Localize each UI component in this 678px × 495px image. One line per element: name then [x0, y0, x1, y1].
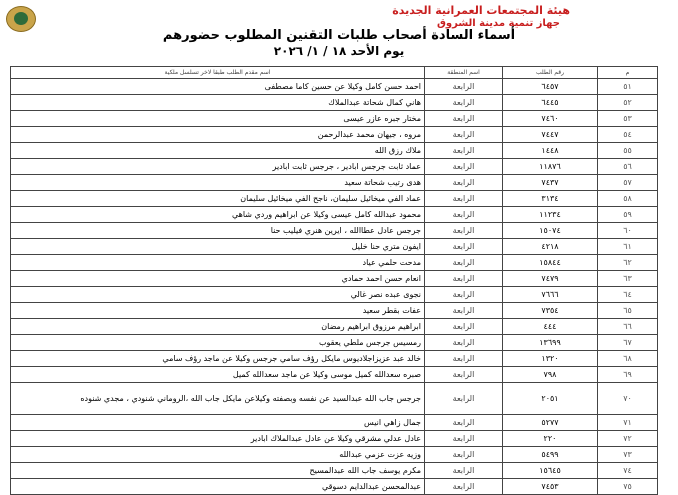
col-header-request-no: رقم الطلب: [503, 67, 598, 79]
table-body: [11, 79, 658, 495]
table-row: [11, 463, 658, 479]
request-number: ٧٤٧٩: [503, 271, 598, 287]
area-name: الرابعة: [425, 351, 503, 367]
table-row: [11, 415, 658, 431]
applicants-table: [10, 66, 658, 495]
applicant-name: رمسيس جرجس ملطي يعقوب: [11, 335, 425, 351]
applicant-name: عبدالمحسن عبدالدايم دسوقي: [11, 479, 425, 495]
organization-name: هيئة المجتمعات العمرانية الجديدة: [392, 4, 570, 17]
applicant-name: هاني كمال شحاتة عبدالملاك: [11, 95, 425, 111]
table-row: [11, 271, 658, 287]
table-row: [11, 367, 658, 383]
area-name: الرابعة: [425, 335, 503, 351]
row-index: ٥١: [598, 79, 658, 95]
request-number: ٧٦٦٦: [503, 287, 598, 303]
table-row: [11, 207, 658, 223]
applicant-name: ايفون متري حنا خليل: [11, 239, 425, 255]
table-row: [11, 383, 658, 415]
organization-subname: جهاز تنمية مدينة الشروق: [436, 18, 560, 29]
request-number: ٧٤٤٧: [503, 127, 598, 143]
area-name: الرابعة: [425, 303, 503, 319]
row-index: ٦٧: [598, 335, 658, 351]
table-row: [11, 223, 658, 239]
row-index: ٧٣: [598, 447, 658, 463]
applicant-name: احمد حسن كامل وكيلا عن حسين كاما مصطفى: [11, 79, 425, 95]
area-name: الرابعة: [425, 463, 503, 479]
table-row: [11, 431, 658, 447]
table-row: [11, 159, 658, 175]
request-number: ١٣٢٠: [503, 351, 598, 367]
table-row: [11, 111, 658, 127]
table-row: [11, 191, 658, 207]
row-index: ٦٠: [598, 223, 658, 239]
table-row: [11, 303, 658, 319]
applicant-name: [11, 383, 425, 415]
row-index: ٥٦: [598, 159, 658, 175]
table-header-row: [11, 67, 658, 79]
area-name: الرابعة: [425, 239, 503, 255]
area-name: الرابعة: [425, 431, 503, 447]
area-name: الرابعة: [425, 79, 503, 95]
row-index: ٥٥: [598, 143, 658, 159]
request-number: ٥٤٩٩: [503, 447, 598, 463]
request-number: ١١٢٣٤: [503, 207, 598, 223]
request-number: ١٥٠٧٤: [503, 223, 598, 239]
table-row: [11, 319, 658, 335]
request-number: ٢٠٥١: [503, 383, 598, 415]
applicant-name: عفات بقطر سعيد: [11, 303, 425, 319]
applicant-name: ابراهيم مرزوق ابراهيم رمضان: [11, 319, 425, 335]
request-number: ٥٢٧٧: [503, 415, 598, 431]
request-number: ٤٢١٨: [503, 239, 598, 255]
area-name: الرابعة: [425, 143, 503, 159]
logo-emblem: [14, 12, 28, 25]
table-row: [11, 255, 658, 271]
applicant-name: خالد عبد عزيزاجلاديوس مايكل رؤف سامي جرجس وكيلا عن ماجد رؤف سامي: [11, 351, 425, 367]
row-index: ٥٤: [598, 127, 658, 143]
row-index: ٦٤: [598, 287, 658, 303]
applicant-name: محمود عبدالله كامل عيسى وكيلا عن ابراهيم وردي شاهي: [11, 207, 425, 223]
area-name: الرابعة: [425, 223, 503, 239]
row-index: ٧٢: [598, 431, 658, 447]
table-row: [11, 79, 658, 95]
col-header-applicant-name: اسم مقدم الطلب طبقا لاخر تسلسل ملكية: [11, 67, 425, 79]
applicant-name: صبره سعدالله كميل موسى وكيلا عن ماجد سعدالله كميل: [11, 367, 425, 383]
request-number: ١١٨٧٦: [503, 159, 598, 175]
request-number: ١٤٤٨: [503, 143, 598, 159]
request-number: ٧٤٦٠: [503, 111, 598, 127]
applicant-name: نجوى عبده نصر غالي: [11, 287, 425, 303]
area-name: الرابعة: [425, 271, 503, 287]
table-row: [11, 95, 658, 111]
request-number: ٤٤٤: [503, 319, 598, 335]
table-row: [11, 351, 658, 367]
applicant-name-text: جرجس جاب الله عبدالسيد عن نفسه وبصفته وكيلاعن مايكل جاب الله ،الروماني شنودي ، مجدي شنوده: [80, 394, 421, 403]
area-name: الرابعة: [425, 255, 503, 271]
applicant-name: عماد ثابت جرجس ابادير ، جرجس ثابت ابادير: [11, 159, 425, 175]
row-index: ٧٤: [598, 463, 658, 479]
applicant-name: مختار جبره عازر عيسى: [11, 111, 425, 127]
area-name: الرابعة: [425, 95, 503, 111]
table-row: [11, 479, 658, 495]
table-row: [11, 287, 658, 303]
area-name: الرابعة: [425, 127, 503, 143]
applicant-name: جمال زاهي انيس: [11, 415, 425, 431]
applicant-name: هدى رتيب شحاتة سعيد: [11, 175, 425, 191]
applicant-name: جرجس عادل عطاالله ، ايرين هنري فيليب حنا: [11, 223, 425, 239]
row-index: ٦٩: [598, 367, 658, 383]
row-index: ٦٢: [598, 255, 658, 271]
area-name: الرابعة: [425, 191, 503, 207]
request-number: ٧٣٥٤: [503, 303, 598, 319]
applicant-name: مدحت حلمي عياد: [11, 255, 425, 271]
request-number: ٧٩٨: [503, 367, 598, 383]
request-number: ٦٤٥٧: [503, 79, 598, 95]
table-row: [11, 127, 658, 143]
area-name: الرابعة: [425, 383, 503, 415]
applicant-name: وزيه عزت عزمي عبدالله: [11, 447, 425, 463]
table-row: [11, 239, 658, 255]
row-index: ٧٥: [598, 479, 658, 495]
row-index: ٦٥: [598, 303, 658, 319]
col-header-index: م: [598, 67, 658, 79]
row-index: ٥٧: [598, 175, 658, 191]
table-row: [11, 447, 658, 463]
request-number: ١٣٦٩٩: [503, 335, 598, 351]
row-index: ٥٩: [598, 207, 658, 223]
area-name: الرابعة: [425, 479, 503, 495]
area-name: الرابعة: [425, 111, 503, 127]
applicant-name: انعام حسن احمد حمادي: [11, 271, 425, 287]
request-number: ٣١٣٤: [503, 191, 598, 207]
request-number: ١٥٨٤٤: [503, 255, 598, 271]
applicant-name: عماد الفي ميخائيل سليمان، ناجح الفي ميخائيل سليمان: [11, 191, 425, 207]
request-number: ٧٤٣٧: [503, 175, 598, 191]
area-name: الرابعة: [425, 319, 503, 335]
request-number: ٢٢٠: [503, 431, 598, 447]
applicant-name: عادل عدلي مشرقي وكيلا عن عادل عبدالملاك ابادير: [11, 431, 425, 447]
row-index: ٧١: [598, 415, 658, 431]
area-name: الرابعة: [425, 175, 503, 191]
request-number: ١٥٦٤٥: [503, 463, 598, 479]
col-header-area: اسم المنطقة: [425, 67, 503, 79]
row-index: ٦٨: [598, 351, 658, 367]
request-number: ٧٤٥٣: [503, 479, 598, 495]
request-number: ٦٤٤٥: [503, 95, 598, 111]
date-line: يوم الأحد ١٨ / ١/ ٢٠٢٦: [273, 44, 405, 58]
table-row: [11, 335, 658, 351]
row-index: ٥٣: [598, 111, 658, 127]
row-index: ٥٢: [598, 95, 658, 111]
row-index: ٦٣: [598, 271, 658, 287]
area-name: الرابعة: [425, 159, 503, 175]
row-index: ٧٠: [598, 383, 658, 415]
area-name: الرابعة: [425, 287, 503, 303]
applicant-name: مكرم يوسف جاب الله عبدالمسيح: [11, 463, 425, 479]
row-index: ٦١: [598, 239, 658, 255]
area-name: الرابعة: [425, 415, 503, 431]
table-row: [11, 175, 658, 191]
page-title: أسماء السادة أصحاب طلبات التقنين المطلوب حضورهم: [162, 28, 516, 43]
applicant-name: ملاك رزق الله: [11, 143, 425, 159]
applicant-name: مروه ، جيهان محمد عبدالرحمن: [11, 127, 425, 143]
row-index: ٥٨: [598, 191, 658, 207]
area-name: الرابعة: [425, 207, 503, 223]
row-index: ٦٦: [598, 319, 658, 335]
area-name: الرابعة: [425, 367, 503, 383]
area-name: الرابعة: [425, 447, 503, 463]
table-row: [11, 143, 658, 159]
